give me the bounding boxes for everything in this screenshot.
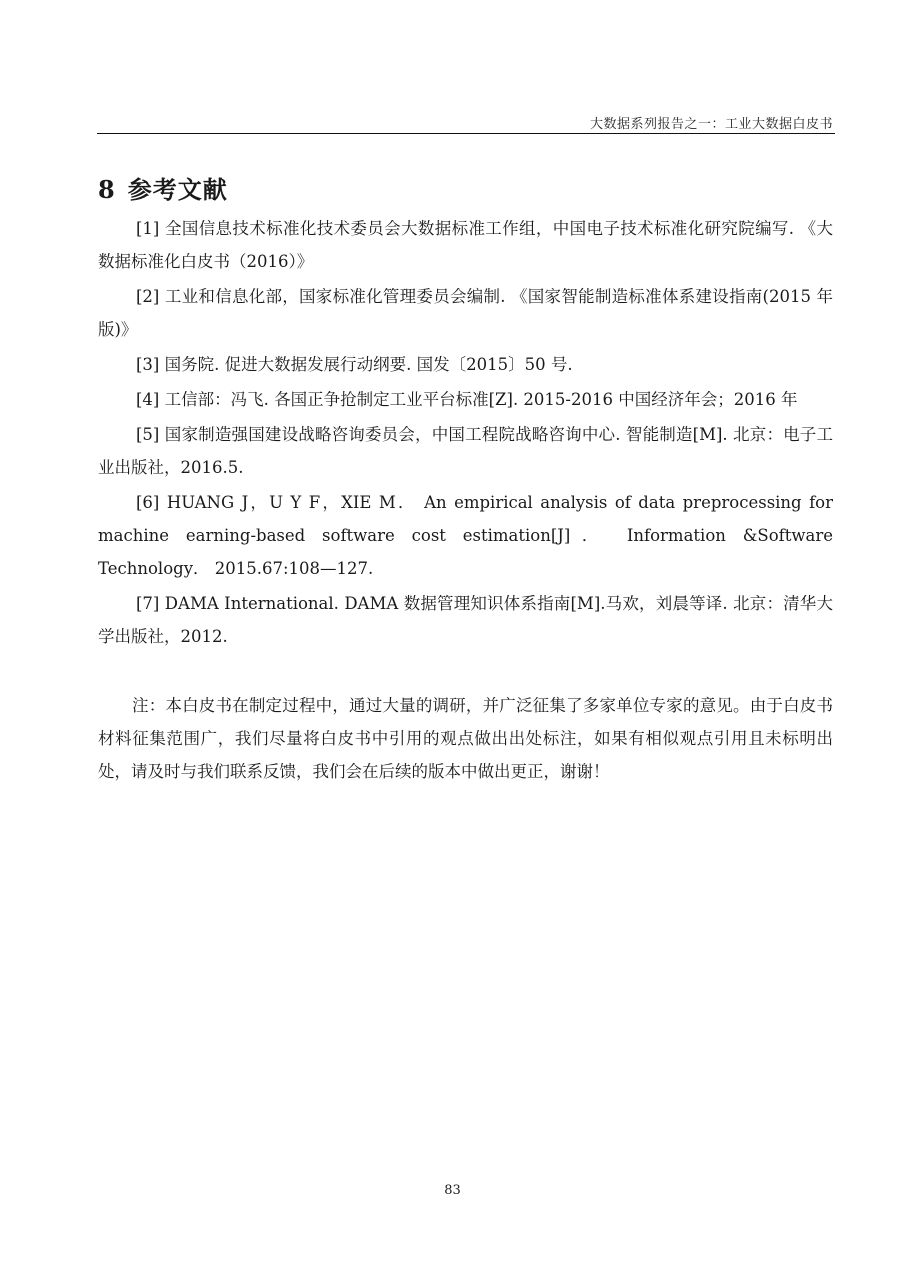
running-header: 大数据系列报告之一：工业大数据白皮书 — [589, 117, 833, 132]
section-number: 8 — [98, 175, 116, 204]
references-body — [98, 212, 833, 805]
reference-item: [5] 国家制造强国建设战略咨询委员会，中国工程院战略咨询中心. 智能制造[M]. 北京：电子工业出版社，2016.5. — [98, 425, 833, 477]
reference-item: [7] DAMA International. DAMA 数据管理知识体系指南[M].马欢，刘晨等译. 北京：清华大学出版社，2012. — [98, 594, 833, 646]
reference-item: [4] 工信部：冯飞. 各国正争抢制定工业平台标准[Z]. 2015-2016 中国经济年会；2016 年 — [136, 390, 798, 409]
disclaimer-note: 注：本白皮书在制定过程中，通过大量的调研，并广泛征集了多家单位专家的意见。由于白皮书材料征集范围广，我们尽量将白皮书中引用的观点做出出处标注，如果有相似观点引用且未标明出处，请及时与我们联系反馈，我们会在后续的版本中做出更正，谢谢！ — [98, 696, 833, 781]
page-number: 83 — [444, 1183, 461, 1198]
header-rule — [97, 133, 835, 134]
section-title-text: 参考文献 — [127, 175, 228, 204]
reference-item: [3] 国务院. 促进大数据发展行动纲要. 国发〔2015〕50 号. — [136, 355, 573, 374]
reference-item: [6] HUANG J，U Y F，XIE M． An empirical analysis of data preprocessing for machine earning-based software cost estimation[J]． Information &Software Technology． 2015.67:108—127. — [98, 493, 833, 578]
reference-item: [2] 工业和信息化部，国家标准化管理委员会编制. 《国家智能制造标准体系建设指南(2015 年版)》 — [98, 287, 833, 339]
section-heading — [98, 170, 228, 205]
reference-item: [1] 全国信息技术标准化技术委员会大数据标准工作组，中国电子技术标准化研究院编写. 《大数据标准化白皮书（2016）》 — [98, 219, 833, 271]
